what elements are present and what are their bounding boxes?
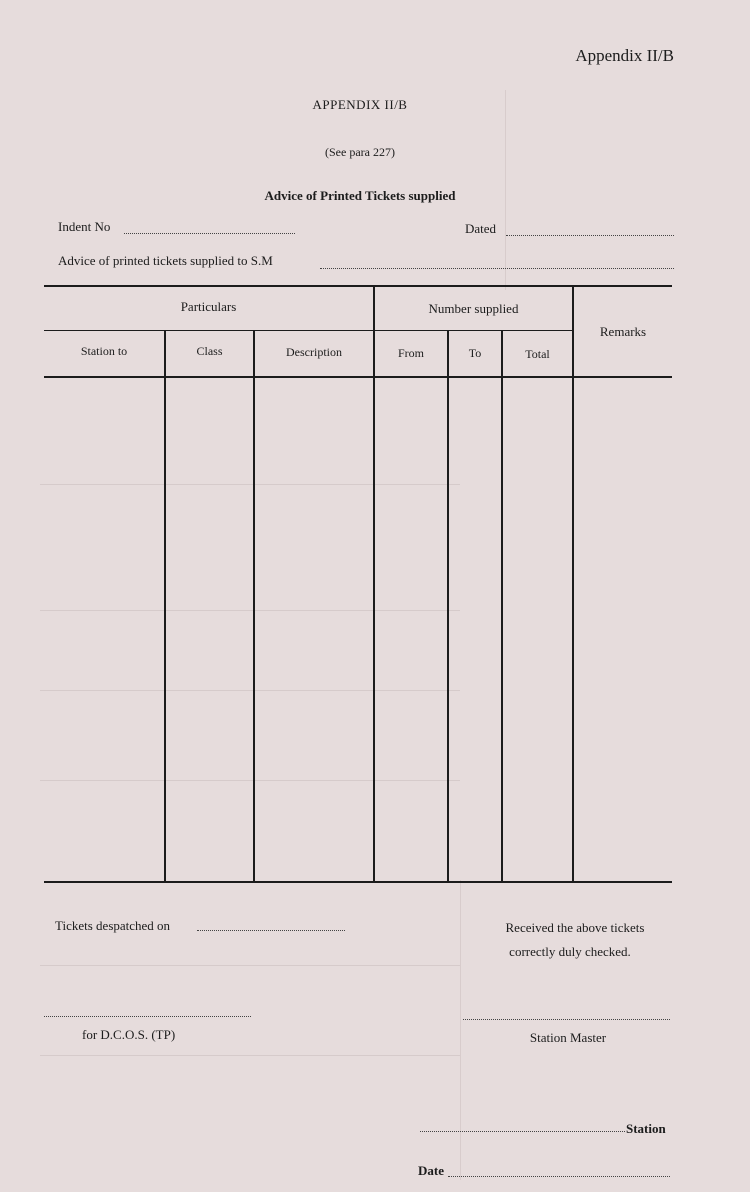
table-divider (373, 285, 375, 882)
station-field[interactable] (420, 1131, 625, 1132)
indent-no-field[interactable] (124, 233, 295, 234)
column-header-to: To (468, 346, 482, 360)
ghost-line (40, 780, 460, 781)
dcos-signature-label: for D.C.O.S. (TP) (82, 1027, 176, 1042)
table-bottom-rule (44, 881, 672, 883)
received-text-line2: correctly duly checked. (509, 944, 631, 959)
column-header-total: Total (525, 347, 550, 361)
table-divider (253, 330, 255, 882)
table-divider (572, 285, 574, 882)
appendix-corner-label: Appendix II/B (575, 46, 674, 65)
remarks-header: Remarks (599, 324, 647, 339)
number-supplied-header: Number supplied (428, 301, 519, 316)
dcos-signature-line[interactable] (44, 1016, 251, 1017)
date-label: Date (418, 1163, 444, 1178)
table-divider (164, 330, 166, 882)
table-divider (447, 330, 449, 882)
ghost-line (40, 484, 460, 485)
column-header-class: Class (196, 344, 223, 358)
table-divider (501, 330, 503, 882)
station-label: Station (626, 1121, 666, 1136)
para-reference: (See para 227) (325, 145, 395, 159)
station-master-signature-line[interactable] (463, 1019, 670, 1020)
ghost-line (40, 1055, 460, 1056)
received-text-line1: Received the above tickets (505, 920, 645, 935)
ghost-line (40, 690, 460, 691)
ghost-line (40, 610, 460, 611)
table-header-rule (44, 376, 672, 378)
indent-no-label: Indent No (58, 219, 111, 234)
ghost-line (460, 880, 461, 1180)
table-top-rule (44, 285, 672, 287)
column-header-station-to: Station to (80, 344, 128, 358)
date-field[interactable] (448, 1176, 670, 1177)
dated-label: Dated (465, 221, 497, 236)
dated-field[interactable] (506, 235, 674, 236)
station-master-label: Station Master (529, 1030, 607, 1045)
form-title: APPENDIX II/B (312, 97, 408, 112)
despatched-date-field[interactable] (197, 930, 345, 931)
ghost-line (40, 965, 460, 966)
column-header-description: Description (286, 345, 342, 359)
advice-sm-label: Advice of printed tickets supplied to S.M (58, 253, 273, 268)
advice-sm-field[interactable] (320, 268, 674, 269)
particulars-header: Particulars (180, 299, 237, 314)
column-header-from: From (397, 346, 424, 360)
table-group-rule (44, 330, 574, 331)
tickets-despatched-label: Tickets despatched on (55, 918, 171, 933)
form-subject: Advice of Printed Tickets supplied (264, 188, 456, 203)
